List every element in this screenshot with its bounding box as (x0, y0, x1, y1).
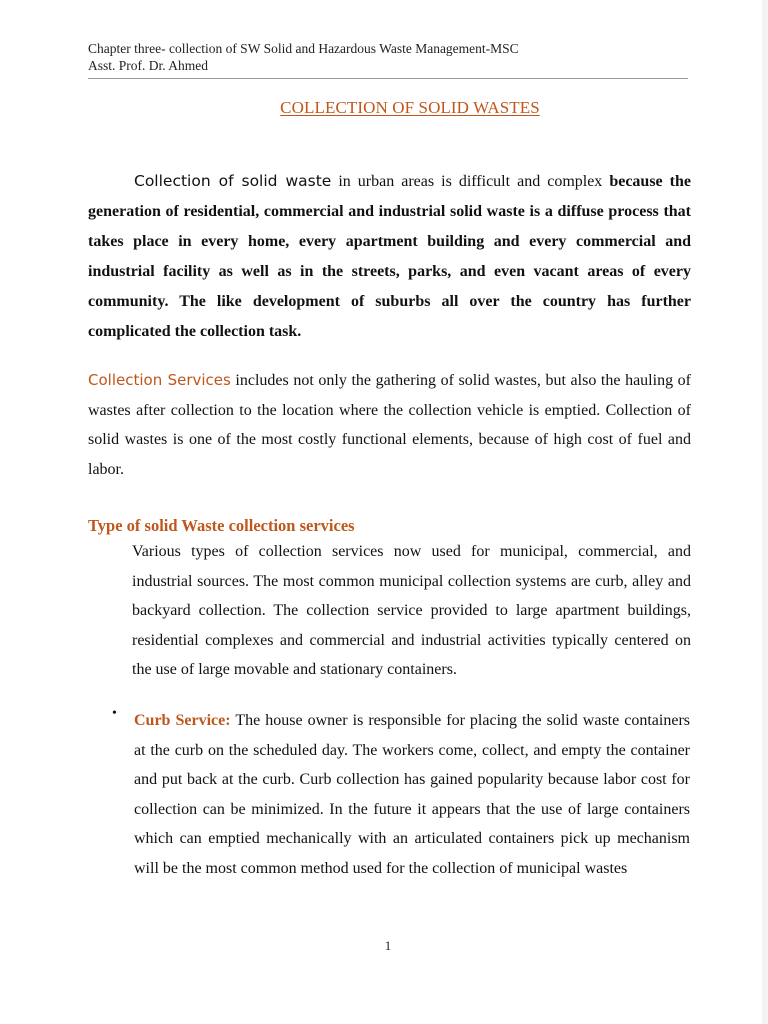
collection-services-text: includes not only the gathering of solid wastes, but also the hauling of wastes after collection to the location where the collection vehicle is emptied. Collection of solid wastes is one of the most costly functional elements, because of high cost of fuel and labor. (88, 372, 692, 478)
collection-services-paragraph (88, 366, 691, 484)
intro-paragraph (88, 166, 691, 347)
intro-text: in urban areas is difficult and complex (331, 173, 610, 190)
bullet-icon: • (112, 706, 117, 721)
section-heading-types: Type of solid Waste collection services (88, 516, 355, 535)
types-text: Various types of collection services now used for municipal, commercial, and industrial sources. The most common municipal collection systems are curb, alley and backyard collection. The collection service provided to large apartment buildings, residential complexes and commercial and industrial activities typically centered on the use of large movable and stationary containers. (132, 543, 691, 678)
page-edge-strip (762, 0, 768, 1024)
header-chapter-line: Chapter three- collection of SW Solid and Hazardous Waste Management-MSC (88, 41, 519, 56)
curb-service-text: The house owner is responsible for placing the solid waste containers at the curb on the scheduled day. The workers come, collect, and empty the container and put back at the curb. Curb collection has gained popularity because labor cost for collection can be minimized. In the future it appears that the use of large containers which can emptied mechanically with an articulated containers pick up mechanism will be the most common method used for the collection of municipal wastes (134, 712, 691, 877)
intro-lead-term: Collection of solid waste (134, 172, 332, 190)
curb-service-term: Curb Service: (134, 712, 231, 729)
intro-bold-text: because the generation of residential, commercial and industrial solid waste is a diffuse process that takes place in every home, every apartment building and every commercial and industrial facility as well as in the streets, parks, and even vacant areas of every community. The like development of suburbs all over the country has further complicated the collection task. (88, 173, 692, 340)
collection-services-term: Collection Services (88, 371, 231, 389)
page-number: 1 (384, 938, 392, 953)
page-header (88, 40, 688, 79)
header-author-line: Asst. Prof. Dr. Ahmed (88, 58, 209, 73)
curb-service-item (134, 706, 690, 883)
document-title: COLLECTION OF SOLID WASTES (280, 98, 540, 117)
types-paragraph (88, 537, 691, 685)
